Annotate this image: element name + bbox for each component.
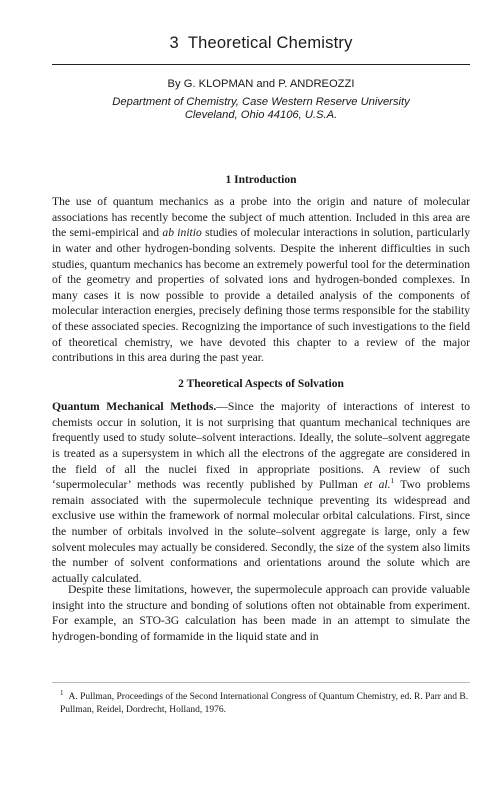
author-byline: By G. KLOPMAN and P. ANDREOZZI <box>167 78 355 90</box>
section-2-heading: 2 Theoretical Aspects of Solvation <box>178 378 344 390</box>
introduction-paragraph <box>52 194 470 366</box>
footnote-rule <box>52 682 470 683</box>
chapter-title-text: Theoretical Chemistry <box>187 34 353 52</box>
footnote-mark: 1 <box>60 689 64 697</box>
quantum-methods-paragraph <box>52 399 470 587</box>
intro-text-part-2: studies of molecular interactions in solution, particularly in water and other hydrogen-bonding solvents. Despite the inherent difficulties in such studies, quantum mechanics has become an extremely powerful tool for the determination of the geometry and properties of solvated ions and hydrogen-bonded complexes. In many cases it is now possible to provide a detailed analysis of the components of molecular interaction energies, precisely defining those terms responsible for the stability of these associated species. Recognizing the importance of such investigations to the field of theoretical chemistry, we have devoted this chapter to a review of the major contributions in this area during the past year. <box>52 226 470 365</box>
chapter-title <box>52 34 470 53</box>
affiliation-line-2: Cleveland, Ohio 44106, U.S.A. <box>184 109 338 121</box>
section-1-heading: 1 Introduction <box>225 174 297 186</box>
chapter-number: 3 <box>169 34 179 52</box>
run-in-heading: Quantum Mechanical Methods. <box>52 400 217 413</box>
footnote-text: A. Pullman, Proceedings of the Second International Congress of Quantum Chemistry, ed. R. Parr and B. Pullman, Reidel, Dordrecht, Holland, 1976. <box>60 692 469 715</box>
qm-text-part-2: Two problems remain associated with the supermolecule technique preventing its widespread and exclusive use within the framework of normal molecular orbital calculations. First, since the number of orbitals involved in the solute–solvent aggregate is large, only a few solvent molecules may actually be considered. Secondly, the size of the system also limits the number of solvent conformations and orientations around the solute which are actually calculated. <box>52 478 470 585</box>
qm-italic-etal: et al. <box>364 478 391 492</box>
intro-italic-term: ab initio <box>162 226 202 240</box>
footnote <box>60 687 470 716</box>
intro-text-part-1: The use of quantum mechanics as a probe into the origin and nature of molecular associations has recently become the subject of much attention. Included in this area are the semi-empirical and <box>52 195 470 240</box>
limitations-paragraph: Despite these limitations, however, the supermolecule approach can provide valuable insight into the structure and bonding of solutions often not obtainable from experiment. For example, an STO-3G calculation has been made in an attempt to simulate the hydrogen-bonding of formamide in the liquid state and in <box>52 583 470 643</box>
qm-text-part-1: —Since the majority of interactions of interest to chemists occur in solution, it is not surprising that quantum mechanical techniques are frequently used to study solute–solvent interactions. Ideally, the solute–solvent aggregate is treated as a supersystem in which all the electrons of the aggregate are considered in the field of all the nuclei fixed in appropriate positions. A review of such ‘supermolecular’ methods was recently published by Pullman <box>52 400 470 492</box>
affiliation-line-1: Department of Chemistry, Case Western Reserve University <box>112 96 410 108</box>
title-rule <box>52 64 470 65</box>
footnote-reference[interactable]: 1 <box>390 476 395 486</box>
